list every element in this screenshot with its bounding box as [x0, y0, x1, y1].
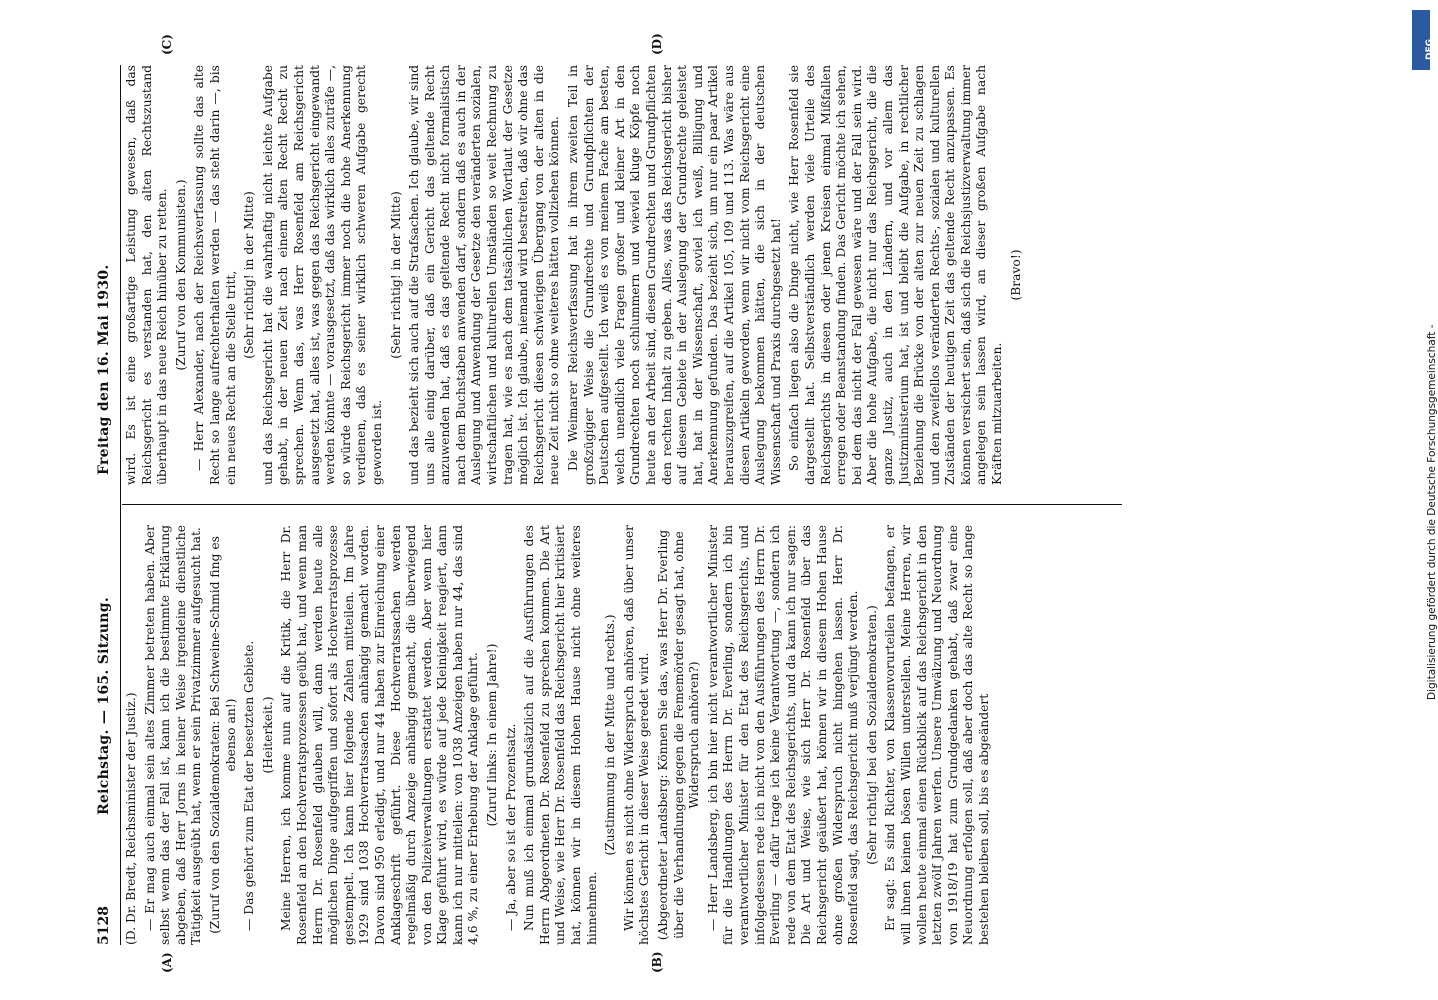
paragraph: (D. Dr. Bredt, Reichsminister der Justiz.)	[124, 692, 138, 945]
paragraph: — Er mag auch einmal sein altes Zimmer betreten haben. Aber selbst wenn das der Fall ist, kann ich die bestimmte Erklärung abgeben, daß Herr Jorns in keiner Weise irgendeine dienstliche Tätigkeit ausgeübt hat, wenn er sein Privatzimmer aufgesucht hat.	[142, 525, 204, 945]
paragraph: (Sehr richtig! in der Mitte)	[242, 191, 257, 359]
margin-marker-c: (C)	[160, 34, 174, 55]
paragraph: (Sehr richtig! bei den Sozialdemokraten.)	[864, 605, 879, 865]
paragraph: wird. Es ist eine großartige Leistung gewesen, daß das Reichsgericht es verstanden hat, den alten Rechtszustand überhaupt in das neue Reich hinüber zu retten.	[124, 65, 170, 485]
paragraph: — Ja, aber so ist der Prozentsatz.	[503, 723, 518, 931]
margin-marker-d: (D)	[650, 33, 664, 55]
paragraph: (Zustimmung in der Mitte und rechts.)	[603, 614, 618, 856]
margin-marker-b: (B)	[650, 951, 664, 973]
left-column	[124, 525, 1124, 945]
paragraph: und das bezieht sich auch auf die Strafsachen. Ich glaube, wir sind uns alle einig darüber, daß ein Gericht das geltende Recht anzuwenden hat, daß es das geltende Recht nicht formalistisch nach dem Buchstaben anwenden darf, sondern daß es auch in der Auslegung und Anwendung der Gesetze den veränderten sozialen, wirtschaftlichen und kulturellen Umständen so weit Rechnung zu tragen hat, wie es nach dem tatsächlichen Wortlaut der Gesetze möglich ist. Ich glaube, niemand wird bestreiten, daß wir ohne das Reichsgericht diesen schwierigen Übergang von der alten in die neue Zeit nicht so ohne weiteres hätten vollziehen können.	[407, 65, 562, 485]
paragraph: Die Weimarer Reichsverfassung hat in ihrem zweiten Teil in großzügiger Weise die Grundrechte und Grundpflichten der Deutschen aufgestellt. Ich weiß es von meinem Fache am besten, welch unendlich viele Fragen großer und kleiner Art in den Grundrechten noch schlummern und wieviel kluge Köpfe noch heute an der Arbeit sind, diesen Grundrechten und Grundpflichten den rechten Inhalt zu geben. Alles, was das Reichsgericht bisher auf diesem Gebiete in der Auslegung der Grundrechte geleistet hat, hat in der Wissenschaft, soviel ich weiß, Billigung und Anerkennung gefunden. Das bezieht sich, um nur ein paar Artikel herauszugreifen, auf die Artikel 105, 109 und 113. Was wäre aus diesen Artikeln geworden, wenn wir nicht vom Reichsgericht eine Auslegung bekommen hätten, die sich in der deutschen Wissenschaft und Praxis durchgesetzt hat!	[566, 65, 783, 485]
paragraph: Meine Herren, ich komme nun auf die Kritik, die Herr Dr. Rosenfeld an den Hochverratsprozessen geübt hat, und wenn man Herrn Dr. Rosenfeld glauben will, dann werden heute alle möglichen Dinge aufgegriffen und sofort als Hochverratsprozesse gestempelt. Ich kann hier folgende Zahlen mitteilen. Im Jahre 1929 sind 1038 Hochverratssachen anhängig gemacht worden. Davon sind 950 erledigt, und nur 44 haben zur Einreichung einer Anklageschrift geführt. Diese Hochverratssachen werden regelmäßig durch Anzeige anhängig gemacht, die überwiegend von den Polizeiverwaltungen erstattet werden. Aber wenn hier Klage geführt wird, es würde auf jede Kleinigkeit reagiert, dann kann ich nur mitteilen: von 1038 Anzeigen haben nur 44, das sind 4,6 %, zu einer Erhebung der Anklage geführt.	[279, 525, 481, 945]
paragraph: (Abgeordneter Landsberg: Können Sie das, was Herr Dr. Everling über die Verhandlungen gegen die Fememörder gesagt hat, ohne Widerspruch anhören?)	[656, 529, 702, 941]
right-column	[124, 65, 1124, 485]
session-title: Reichstag. — 165. Sitzung.	[96, 596, 112, 815]
dfg-logo: DFG	[1412, 10, 1430, 70]
paragraph: (Heiterkeit.)	[260, 696, 275, 774]
paragraph: und das Reichsgericht hat die wahrhaftig nicht leichte Aufgabe gehabt, in der neuen Zeit nach einem alten Recht Recht zu sprechen. Wenn das, was Herr Rosenfeld am Reichsgericht ausgesetzt hat, alles ist, was gegen das Reichsgericht eingewandt werden könnte — vorausgesetzt, daß das wirklich alles zuträfe —, so würde das Reichsgericht immer noch die hohe Anerkennung verdienen, daß es seiner wirklich schweren Aufgabe gerecht geworden ist.	[260, 65, 384, 485]
rotated-page	[90, 33, 1130, 973]
page-header	[90, 65, 121, 945]
paragraph: Wir können es nicht ohne Widerspruch anhören, daß über unser höchstes Gericht in dieser Weise geredet wird.	[621, 525, 652, 945]
digitization-credit	[1412, 10, 1438, 990]
paragraph: (Zuruf von den Sozialdemokraten: Bei Schweine-Schmid fing es ebenso an!)	[207, 536, 238, 934]
page-number: 5128	[96, 906, 112, 945]
paragraph: Nun muß ich einmal grundsätzlich auf die Ausführungen des Herrn Abgeordneten Dr. Rosenfeld zu sprechen kommen. Die Art und Weise, wie Herr Dr. Rosenfeld das Reichsgericht hier kritisiert hat, können wir in diesem Hohen Hause nicht ohne weiteres hinnehmen.	[522, 525, 599, 945]
paragraph: — Das gehört zum Etat der besetzten Gebiete.	[242, 640, 257, 931]
paragraph: So einfach liegen also die Dinge nicht, wie Herr Rosenfeld sie dargestellt hat. Selbstverständlich werden viele Urteile des Reichsgerichts in diesen oder jenen Kreisen einmal Mißfallen erregen oder Beanstandung finden. Das Gericht möchte ich sehen, bei dem das nicht der Fall gewesen wäre und der Fall sein wird. Aber die hohe Aufgabe, die nicht nur das Reichsgericht, die die ganze Justiz, auch in den Ländern, und vor allem das Justizministerium hat, ist und bleibt die Aufgabe, in rechtlicher Beziehung die Brücke von der alten zur neuen Zeit zu schlagen und den zweifellos veränderten Rechts-, sozialen und kulturellen Zuständen der heutigen Zeit das geltende Recht anzupassen. Es können versichert sein, daß sich die Reichsjustizverwaltung immer angelegen sein lassen wird, an dieser großen Aufgabe nach Kräften mitzuarbeiten.	[787, 65, 1005, 485]
paragraph: (Zuruf von den Kommunisten.)	[173, 179, 188, 371]
paragraph: (Bravo!)	[1008, 249, 1023, 301]
session-date: Freitag den 16. Mai 1930.	[96, 264, 112, 475]
paragraph: (Sehr richtig! in der Mitte)	[388, 191, 403, 359]
column-divider	[122, 504, 1122, 505]
paragraph: Er sagt: Es sind Richter, von Klassenvorurteilen befangen, er will ihnen keinen bösen Willen unterstellen. Meine Herren, wir wollen heute einmal einen Rückblick auf das Reichsgericht in den letzten zwölf Jahren werfen. Unsere Umwälzung und Neuordnung von 1918/19 hat zum Grundgedanken gehabt, daß zwar eine Neuordnung erfolgen soll, daß aber doch das alte Recht so lange bestehen bleiben soll, bis es abgeändert	[883, 525, 991, 945]
paragraph: — Herr Alexander, nach der Reichsverfassung sollte das alte Recht so lange aufrechterhalten werden — das steht darin —, bis ein neues Recht an die Stelle tritt,	[192, 65, 238, 485]
margin-marker-a: (A)	[160, 952, 174, 973]
credit-text: Digitalisierung gefördert durch die Deutsche Forschungsgemeinschaft -	[1426, 324, 1438, 700]
paragraph: — Herr Landsberg, ich bin hier nicht verantwortlicher Minister für die Handlungen des Herrn Dr. Everling, sondern ich bin verantwortlicher Minister für den Etat des Reichsgerichts, und infolgedessen rede ich nicht von den Ausführungen des Herrn Dr. Everling — dafür trage ich keine Verantwortung —, sondern ich rede von dem Etat des Reichsgerichts, und da kann ich nur sagen: Die Art und Weise, wie sich Herr Dr. Rosenfeld über das Reichsgericht geäußert hat, können wir in diesem Hohen Hause ohne großen Widerspruch nicht hingehen lassen. Herr Dr. Rosenfeld sagt, das Reichsgericht muß verjüngt werden.	[705, 525, 861, 945]
paragraph: (Zuruf links: In einem Jahre!)	[485, 643, 500, 827]
